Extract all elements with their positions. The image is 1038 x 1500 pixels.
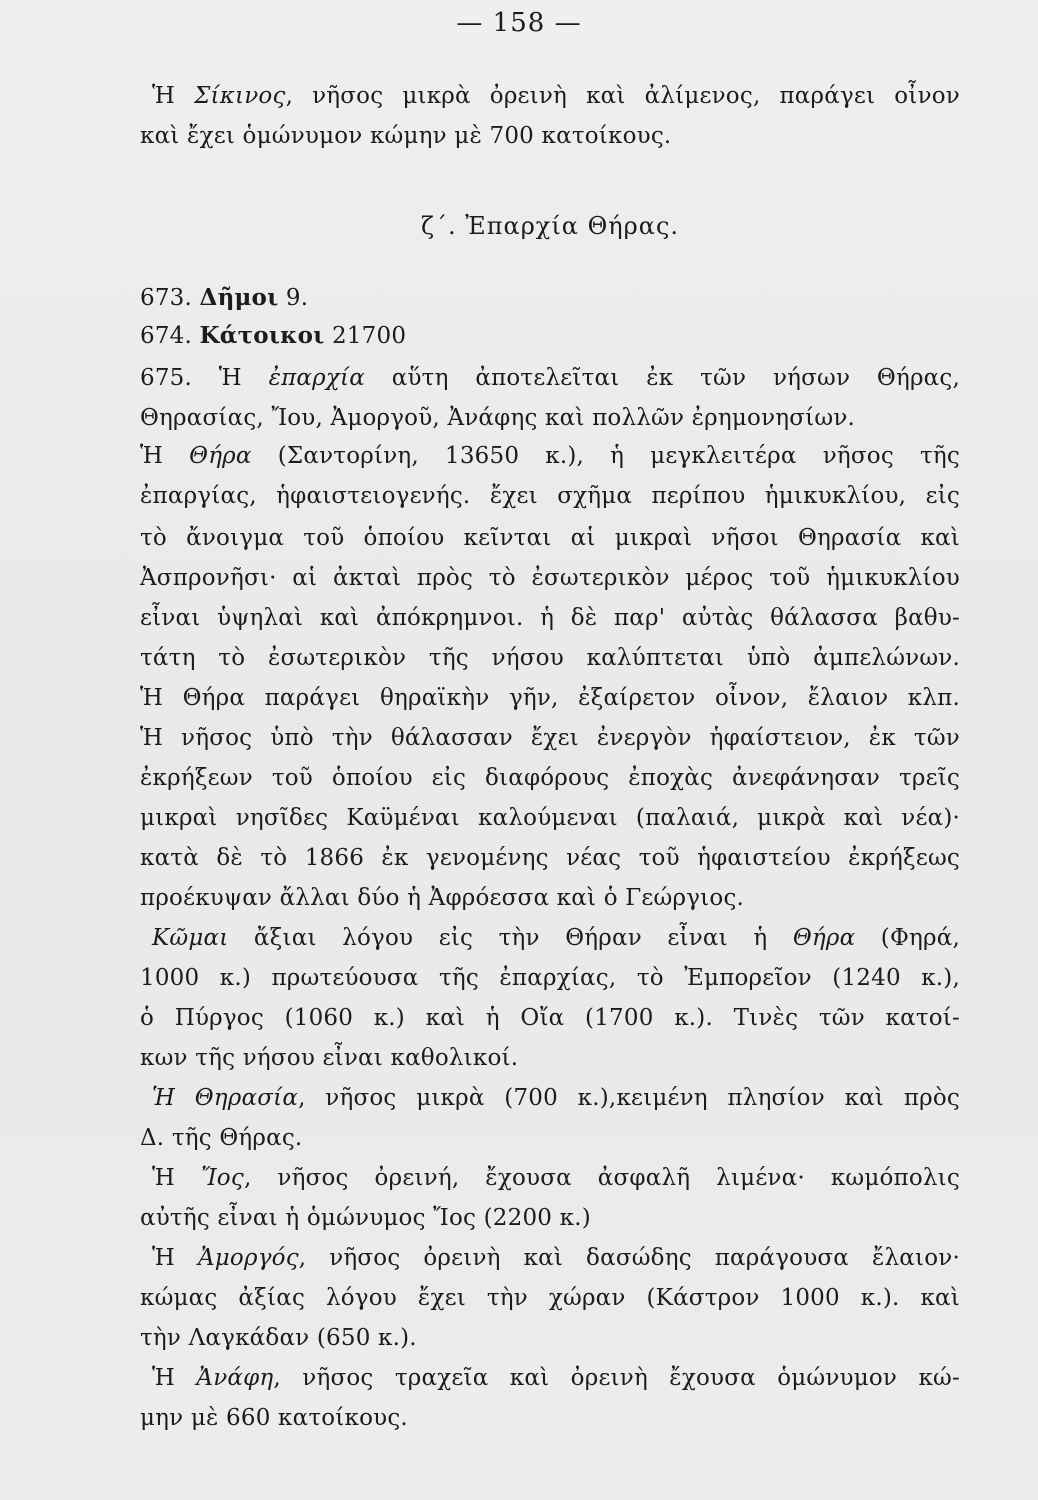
therasia-line-2: Δ. τῆς Θήρας. [140,1125,303,1151]
komai-line-4: κων τῆς νήσου εἶναι καθολικοί. [140,1045,519,1071]
thera-line-11: κατὰ δὲ τὸ 1866 ἐκ γενομένης νέας τοῦ ἡφαιστείου ἐκρήξεως [140,845,960,871]
thera-line-3: τὸ ἄνοιγμα τοῦ ὁποίου κεῖνται αἱ μικραὶ νῆσοι Θηρασία καὶ [140,525,960,551]
anafi-line-1: Ἡ Ἀνάφη, νῆσος τραχεῖα καὶ ὀρεινὴ ἔχουσα ὁμώνυμον κώ- [152,1365,960,1391]
amorgos-line-3: τὴν Λαγκάδαν (650 κ.). [140,1325,417,1351]
para675-line-1: 675. Ἡ ἐπαρχία αὕτη ἀποτελεῖται ἐκ τῶν νήσων Θήρας, [140,365,960,391]
stat-dimoi: 673. Δῆμοι 9. [140,284,309,311]
amorgos-line-1: Ἡ Ἀμοργός, νῆσος ὀρεινὴ καὶ δασώδης παράγουσα ἔλαιον· [152,1245,960,1271]
thera-line-12: προέκυψαν ἄλλαι δύο ἡ Ἀφρόεσσα καὶ ὁ Γεώργιος. [140,885,745,911]
thera-line-8: Ἡ νῆσος ὑπὸ τὴν θάλασσαν ἔχει ἐνεργὸν ἡφαίστειον, ἐκ τῶν [140,725,960,751]
ios-line-2: αὐτῆς εἶναι ἡ ὁμώνυμος Ἴος (2200 κ.) [140,1205,591,1231]
page-number: — 158 — [456,8,582,38]
thera-line-9: ἐκρήξεων τοῦ ὁποίου εἰς διαφόρους ἐποχὰς ἀνεφάνησαν τρεῖς [140,765,960,791]
stat-katoikoi: 674. Κάτοικοι 21700 [140,322,407,349]
anafi-line-2: μην μὲ 660 κατοίκους. [140,1405,408,1431]
para675-line-2: Θηρασίας, Ἴου, Ἀμοργοῦ, Ἀνάφης καὶ πολλῶν ἐρημονησίων. [140,405,856,431]
thera-line-4: Ἀσπρονῆσι· αἱ ἀκταὶ πρὸς τὸ ἐσωτερικὸν μέρος τοῦ ἡμικυκλίου [140,565,960,591]
sikinos-line-1: Ἡ Σίκινος, νῆσος μικρὰ ὀρεινὴ καὶ ἀλίμενος, παράγει οἶνον [152,83,960,109]
section-heading: ζ΄. Ἐπαρχία Θήρας. [420,212,680,240]
sikinos-line-2: καὶ ἔχει ὁμώνυμον κώμην μὲ 700 κατοίκους. [140,123,672,149]
thera-line-2: ἐπαργίας, ἡφαιστειογενής. ἔχει σχῆμα περίπου ἡμικυκλίου, εἰς [140,483,960,509]
komai-line-2: 1000 κ.) πρωτεύουσα τῆς ἐπαρχίας, τὸ Ἐμπορεῖον (1240 κ.), [140,965,960,991]
komai-line-3: ὁ Πύργος (1060 κ.) καὶ ἡ Οἴα (1700 κ.). Τινὲς τῶν κατοί- [140,1005,960,1031]
thera-line-6: τάτη τὸ ἐσωτερικὸν τῆς νήσου καλύπτεται ὑπὸ ἀμπελώνων. [140,645,960,671]
thera-line-5: εἶναι ὑψηλαὶ καὶ ἀπόκρημνοι. ἡ δὲ παρ' αὐτὰς θάλασσα βαθυ- [140,605,960,631]
thera-line-1: Ἡ Θήρα (Σαντορίνη, 13650 κ.), ἡ μεγκλειτέρα νῆσος τῆς [140,443,960,469]
thera-line-10: μικραὶ νησῖδες Καϋμέναι καλούμεναι (παλαιά, μικρὰ καὶ νέα)· [140,805,960,831]
amorgos-line-2: κώμας ἀξίας λόγου ἔχει τὴν χώραν (Κάστρον 1000 κ.). καὶ [140,1285,960,1311]
thera-line-7: Ἡ Θήρα παράγει θηραϊκὴν γῆν, ἐξαίρετον οἶνον, ἔλαιον κλπ. [140,685,960,711]
komai-line-1: Κῶμαι ἄξιαι λόγου εἰς τὴν Θήραν εἶναι ἡ Θήρα (Φηρά, [152,925,960,951]
ios-line-1: Ἡ Ἴος, νῆσος ὀρεινή, ἔχουσα ἀσφαλῆ λιμένα· κωμόπολις [152,1165,960,1191]
therasia-line-1: Ἡ Θηρασία, νῆσος μικρὰ (700 κ.),κειμένη πλησίον καὶ πρὸς [152,1085,961,1111]
